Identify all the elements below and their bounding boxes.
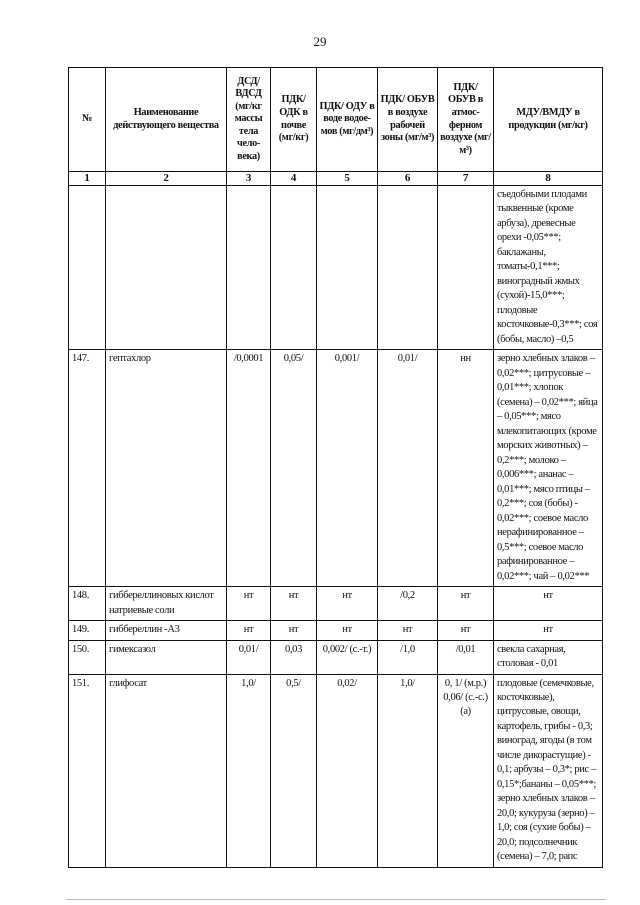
atm-air-value (438, 186, 494, 350)
work-air-value: 0,01/ (378, 350, 438, 587)
row-number: 148. (69, 587, 106, 621)
header-number: № (69, 68, 106, 172)
water-value: 0,002/ (с.-т.) (317, 640, 378, 674)
page-number: 29 (313, 34, 327, 49)
row-number: 149. (69, 621, 106, 640)
header-soil: ПДК/ ОДК в почве (мг/кг) (271, 68, 317, 172)
dsd-value: нт (227, 587, 271, 621)
table-row (69, 587, 603, 621)
substance-name: глифосат (106, 674, 227, 867)
atm-air-value: /0,01 (438, 640, 494, 674)
atm-air-value: нт (438, 621, 494, 640)
products-value: плодовые (семечковые, косточковые), цитрусовые, овощи, картофель, грибы - 0,3; виноград, ягоды (в том числе дикорастущие) - 0,1; арбузы – 0,3*; рис – 0,15*;бананы – 0,05***; зерно хлебных злаков – 20,0; кукуруза (зерно) – 1,0; соя (сухие бобы) – 20,0; подсолнечник (семена) – 7,0; рапс (494, 674, 603, 867)
work-air-value: нт (378, 621, 438, 640)
soil-value (271, 186, 317, 350)
column-number: 2 (106, 172, 227, 186)
water-value: 0,02/ (317, 674, 378, 867)
substance-name (106, 186, 227, 350)
products-value: зерно хлебных злаков – 0,02***; цитрусовые – 0,01***; хлопок (семена) – 0,02***; яйца – 0,05***; мясо млекопитающих (кроме морских животных) – 0,2***; молоко – 0,006***; ананас – 0,01***; мясо птицы – 0,2***; соя (бобы) - 0,02***; соевое масло нерафинированное – 0,5***; соевое масло рафинированное – 0,02***; чай – 0,02*** (494, 350, 603, 587)
water-value (317, 186, 378, 350)
soil-value: 0,5/ (271, 674, 317, 867)
dsd-value: /0,0001 (227, 350, 271, 587)
column-number-row (69, 172, 603, 186)
row-number (69, 186, 106, 350)
water-value: нт (317, 621, 378, 640)
substance-name: гиббереллин -А3 (106, 621, 227, 640)
header-row (69, 68, 603, 172)
soil-value: нт (271, 621, 317, 640)
table-row (69, 350, 603, 587)
table-row (69, 186, 603, 350)
header-substance-name: Наименование действующего вещества (106, 68, 227, 172)
soil-value: нт (271, 587, 317, 621)
soil-value: 0,03 (271, 640, 317, 674)
soil-value: 0,05/ (271, 350, 317, 587)
substance-name: гимексазол (106, 640, 227, 674)
column-number: 6 (378, 172, 438, 186)
column-number: 5 (317, 172, 378, 186)
products-value: свекла сахарная, столовая - 0,01 (494, 640, 603, 674)
column-number: 1 (69, 172, 106, 186)
row-number: 147. (69, 350, 106, 587)
work-air-value (378, 186, 438, 350)
atm-air-value: нт (438, 587, 494, 621)
header-work-air: ПДК/ ОБУВ в воздухе рабочей зоны (мг/м³) (378, 68, 438, 172)
atm-air-value: 0, 1/ (м.р.) 0,06/ (с.-с.) (а) (438, 674, 494, 867)
substance-name: гиббереллиновых кислот натриевые соли (106, 587, 227, 621)
table-row (69, 674, 603, 867)
header-water: ПДК/ ОДУ в воде водое-мов (мг/дм³) (317, 68, 378, 172)
products-value: съедобными плодами тыквенные (кроме арбуза), древесные орехи -0,05***; баклажаны, томаты-0,1***; виноградный жмых (сухой)-15,0***; плодовые косточковые-0,3***; соя (бобы, масло) –0,5 (494, 186, 603, 350)
water-value: 0,001/ (317, 350, 378, 587)
table-row (69, 621, 603, 640)
page-bottom-edge (66, 899, 606, 900)
column-number: 8 (494, 172, 603, 186)
products-value: нт (494, 621, 603, 640)
table-row (69, 640, 603, 674)
header-atm-air: ПДК/ ОБУВ в атмос-ферном воздухе (мг/м³) (438, 68, 494, 172)
header-dsd: ДСД/ ВДСД (мг/кг массы тела чело-века) (227, 68, 271, 172)
atm-air-value: нн (438, 350, 494, 587)
column-number: 7 (438, 172, 494, 186)
header-products: МДУ/ВМДУ в продукции (мг/кг) (494, 68, 603, 172)
work-air-value: 1,0/ (378, 674, 438, 867)
column-number: 4 (271, 172, 317, 186)
products-value: нт (494, 587, 603, 621)
dsd-value: нт (227, 621, 271, 640)
dsd-value: 1,0/ (227, 674, 271, 867)
column-number: 3 (227, 172, 271, 186)
row-number: 151. (69, 674, 106, 867)
water-value: нт (317, 587, 378, 621)
dsd-value: 0,01/ (227, 640, 271, 674)
work-air-value: /1,0 (378, 640, 438, 674)
row-number: 150. (69, 640, 106, 674)
pesticide-table (68, 67, 603, 868)
dsd-value (227, 186, 271, 350)
substance-name: гептахлор (106, 350, 227, 587)
work-air-value: /0,2 (378, 587, 438, 621)
